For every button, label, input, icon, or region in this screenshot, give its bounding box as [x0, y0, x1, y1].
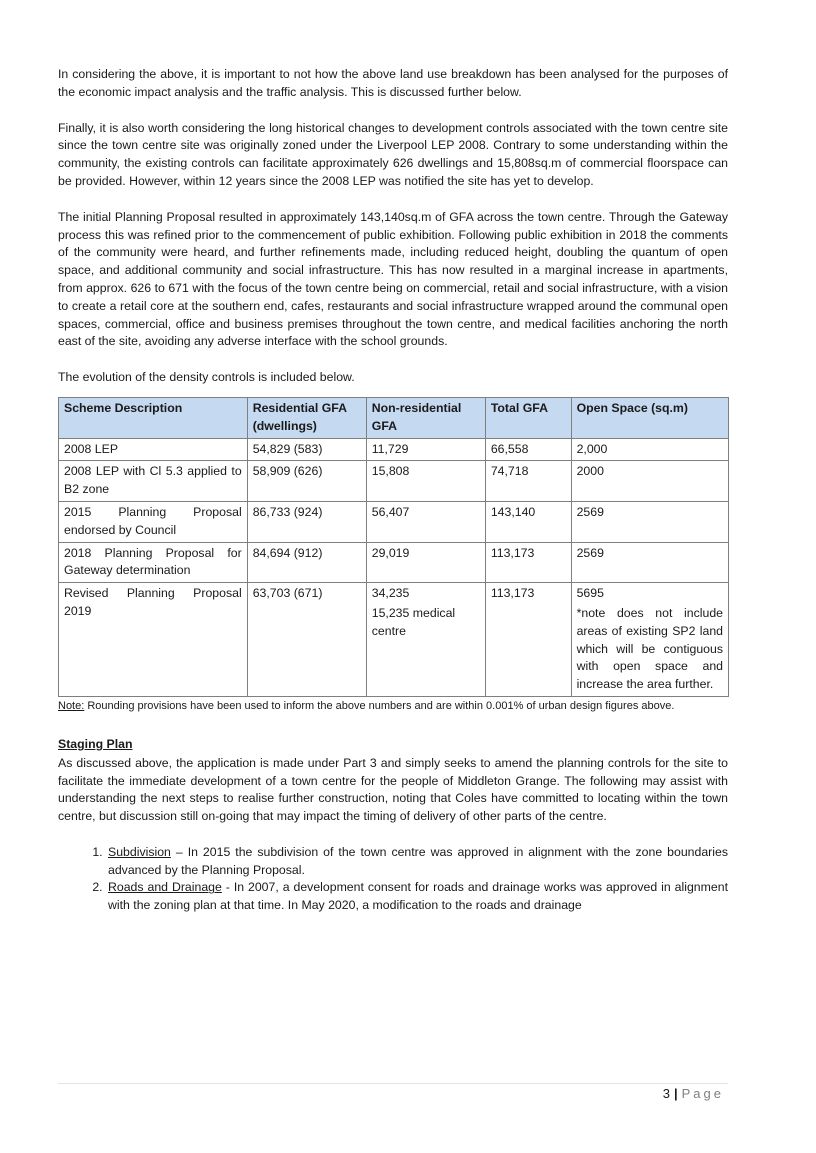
list-item-term: Subdivision — [108, 844, 171, 859]
table-row — [59, 542, 729, 583]
cell-non-residential: 29,019 — [366, 542, 485, 583]
page-footer — [663, 1086, 724, 1101]
paragraph-planning-proposal: The initial Planning Proposal resulted in approximately 143,140sq.m of GFA across the town centre. Through the Gateway process this was refined prior to the commencement of public exhibition. Following public exhibition in 2018 the comments of the community were heard, and further refinements made, including reduced height, doubling the quantum of open space, and additional community and social infrastructure. This has now resulted in a marginal increase in apartments, from approx. 626 to 671 with the focus of the town centre being on commercial, retail and social infrastructure, with a vision to create a retail core at the southern end, cafes, restaurants and social infrastructure wrapped around the communal open spaces, commercial, office and business premises throughout the town centre, and medical facilities anchoring the north east of the site, avoiding any adverse interface with the school grounds. — [58, 209, 728, 349]
note-text: Rounding provisions have been used to inform the above numbers and are within 0.001% of urban design figures above. — [84, 699, 675, 712]
cell-open-space: 2000 — [571, 461, 728, 502]
cell-description: Revised Planning Proposal 2019 — [59, 583, 248, 697]
note-label: Note: — [58, 699, 85, 712]
table-row — [59, 583, 729, 697]
cell-residential: 54,829 (583) — [247, 438, 366, 461]
page-label: Page — [681, 1086, 724, 1101]
paragraph-historical-controls: Finally, it is also worth considering the long historical changes to development controls associated with the town centre site since the town centre site was originally zoned under the Liverpool LEP 2008. Contrary to some understanding within the community, the existing controls can facilitate approximately 626 dwellings and 15,808sq.m of commercial floorspace can be provided. However, within 12 years since the 2008 LEP was notified the site has yet to develop. — [58, 120, 728, 188]
cell-description: 2008 LEP — [59, 438, 248, 461]
cell-total: 143,140 — [485, 501, 571, 542]
medical-centre-value: 15,235 medical centre — [371, 605, 456, 638]
staging-plan-heading: Staging Plan — [58, 736, 133, 751]
cell-total: 74,718 — [485, 461, 571, 502]
staging-steps-list — [58, 844, 728, 915]
list-item — [106, 879, 728, 915]
cell-total: 113,173 — [485, 583, 571, 697]
footer-divider — [58, 1083, 728, 1084]
open-space-value: 5695 — [576, 586, 604, 601]
header-non-residential-gfa: Non-residential GFA — [366, 397, 485, 438]
list-item-term: Roads and Drainage — [108, 880, 222, 895]
table-row — [59, 438, 729, 461]
non-residential-value: 34,235 — [371, 586, 410, 601]
cell-total: 113,173 — [485, 542, 571, 583]
staging-plan-intro: As discussed above, the application is made under Part 3 and simply seeks to amend the planning controls for the site to facilitate the immediate development of a town centre for the people of Middleton Grange. The following may assist with understanding the next steps to realise further construction, noting that Coles have committed to locating within the town centre, but discussion still on-going that may impact the timing of delivery of other parts of the centre. — [58, 755, 728, 824]
cell-description: 2018 Planning Proposal for Gateway determination — [59, 542, 248, 583]
cell-total: 66,558 — [485, 438, 571, 461]
cell-residential: 86,733 (924) — [247, 501, 366, 542]
table-row — [59, 461, 729, 502]
table-note — [58, 698, 728, 714]
header-open-space: Open Space (sq.m) — [571, 397, 728, 438]
table-row — [59, 501, 729, 542]
list-item-text: - In 2007, a development consent for roads and drainage works was approved in alignment with the zoning plan at that time. In May 2020, a modification to the roads and drainage — [108, 880, 728, 913]
list-item-text: – In 2015 the subdivision of the town centre was approved in alignment with the zone boundaries advanced by the Planning Proposal. — [108, 844, 728, 877]
cell-non-residential: 56,407 — [366, 501, 485, 542]
paragraph-land-use: In considering the above, it is important to not how the above land use breakdown has been analysed for the purposes of the economic impact analysis and the traffic analysis. This is discussed further below. — [58, 67, 728, 99]
cell-non-residential: 11,729 — [366, 438, 485, 461]
header-scheme-description: Scheme Description — [59, 397, 248, 438]
cell-residential: 58,909 (626) — [247, 461, 366, 502]
density-controls-table — [58, 397, 729, 697]
header-residential-gfa: Residential GFA (dwellings) — [247, 397, 366, 438]
header-total-gfa: Total GFA — [485, 397, 571, 438]
cell-open-space — [571, 583, 728, 697]
cell-description: 2008 LEP with Cl 5.3 applied to B2 zone — [59, 461, 248, 502]
open-space-note: *note does not include areas of existing SP2 land which will be contiguous with open space and increase the area further. — [576, 605, 723, 692]
cell-non-residential: 15,808 — [366, 461, 485, 502]
cell-open-space: 2569 — [571, 501, 728, 542]
footer-separator: | — [673, 1086, 678, 1101]
cell-non-residential — [366, 583, 485, 697]
list-item — [106, 844, 728, 880]
cell-open-space: 2,000 — [571, 438, 728, 461]
document-page — [58, 66, 728, 915]
paragraph-density-intro: The evolution of the density controls is included below. — [58, 370, 355, 385]
page-number: 3 — [662, 1086, 670, 1101]
cell-residential: 84,694 (912) — [247, 542, 366, 583]
cell-residential: 63,703 (671) — [247, 583, 366, 697]
table-header-row — [59, 397, 729, 438]
cell-open-space: 2569 — [571, 542, 728, 583]
cell-description: 2015 Planning Proposal endorsed by Council — [59, 501, 248, 542]
